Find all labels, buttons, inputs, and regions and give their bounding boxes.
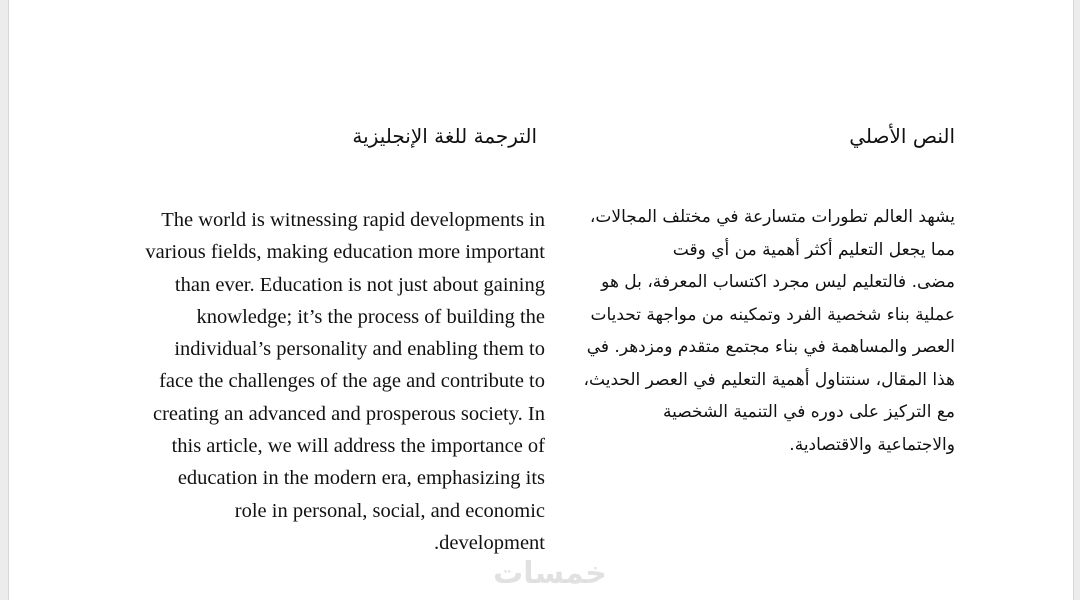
paragraph-line: .development <box>433 531 545 554</box>
paragraph-line: مما يجعل التعليم أكثر أهمية من أي وقت <box>672 239 955 260</box>
paragraph-line: than ever. Education is not just about gaining <box>174 273 545 296</box>
paragraph-line: The world is witnessing rapid developments in <box>161 209 545 231</box>
paragraph-line: role in personal, social, and economic <box>234 499 545 522</box>
paragraph-line: individual’s personality and enabling them to <box>174 338 545 361</box>
paragraph-line: مع التركيز على دوره في التنمية الشخصية <box>663 402 955 422</box>
paragraph-line: face the challenges of the age and contribute to <box>159 370 545 393</box>
paragraph-line: creating an advanced and prosperous society. In <box>152 402 545 425</box>
paragraph-line: this article, we will address the importance of <box>171 435 545 458</box>
paragraph-line: knowledge; it’s the process of building the <box>196 305 545 328</box>
paragraph-line: والاجتماعية والاقتصادية. <box>789 434 955 455</box>
english-translation-paragraph <box>109 204 545 559</box>
paragraph-line: education in the modern era, emphasizing its <box>177 467 545 490</box>
watermark-logo: خمسات <box>493 556 607 591</box>
paragraph-line: يشهد العالم تطورات متسارعة في مختلف المجالات، <box>589 207 955 227</box>
original-arabic-paragraph <box>535 201 955 461</box>
original-text-heading: النص الأصلي <box>849 124 955 148</box>
document-page <box>8 0 1074 600</box>
translation-heading: الترجمة للغة الإنجليزية <box>352 124 537 148</box>
paragraph-line: various fields, making education more important <box>145 241 545 264</box>
paragraph-line: العصر والمساهمة في بناء مجتمع متقدم ومزدهر. في <box>586 337 955 357</box>
paragraph-line: هذا المقال، سنتناول أهمية التعليم في العصر الحديث، <box>583 369 955 390</box>
paragraph-line: عملية بناء شخصية الفرد وتمكينه من مواجهة تحديات <box>590 304 955 325</box>
paragraph-line: مضى. فالتعليم ليس مجرد اكتساب المعرفة، بل هو <box>601 272 955 292</box>
